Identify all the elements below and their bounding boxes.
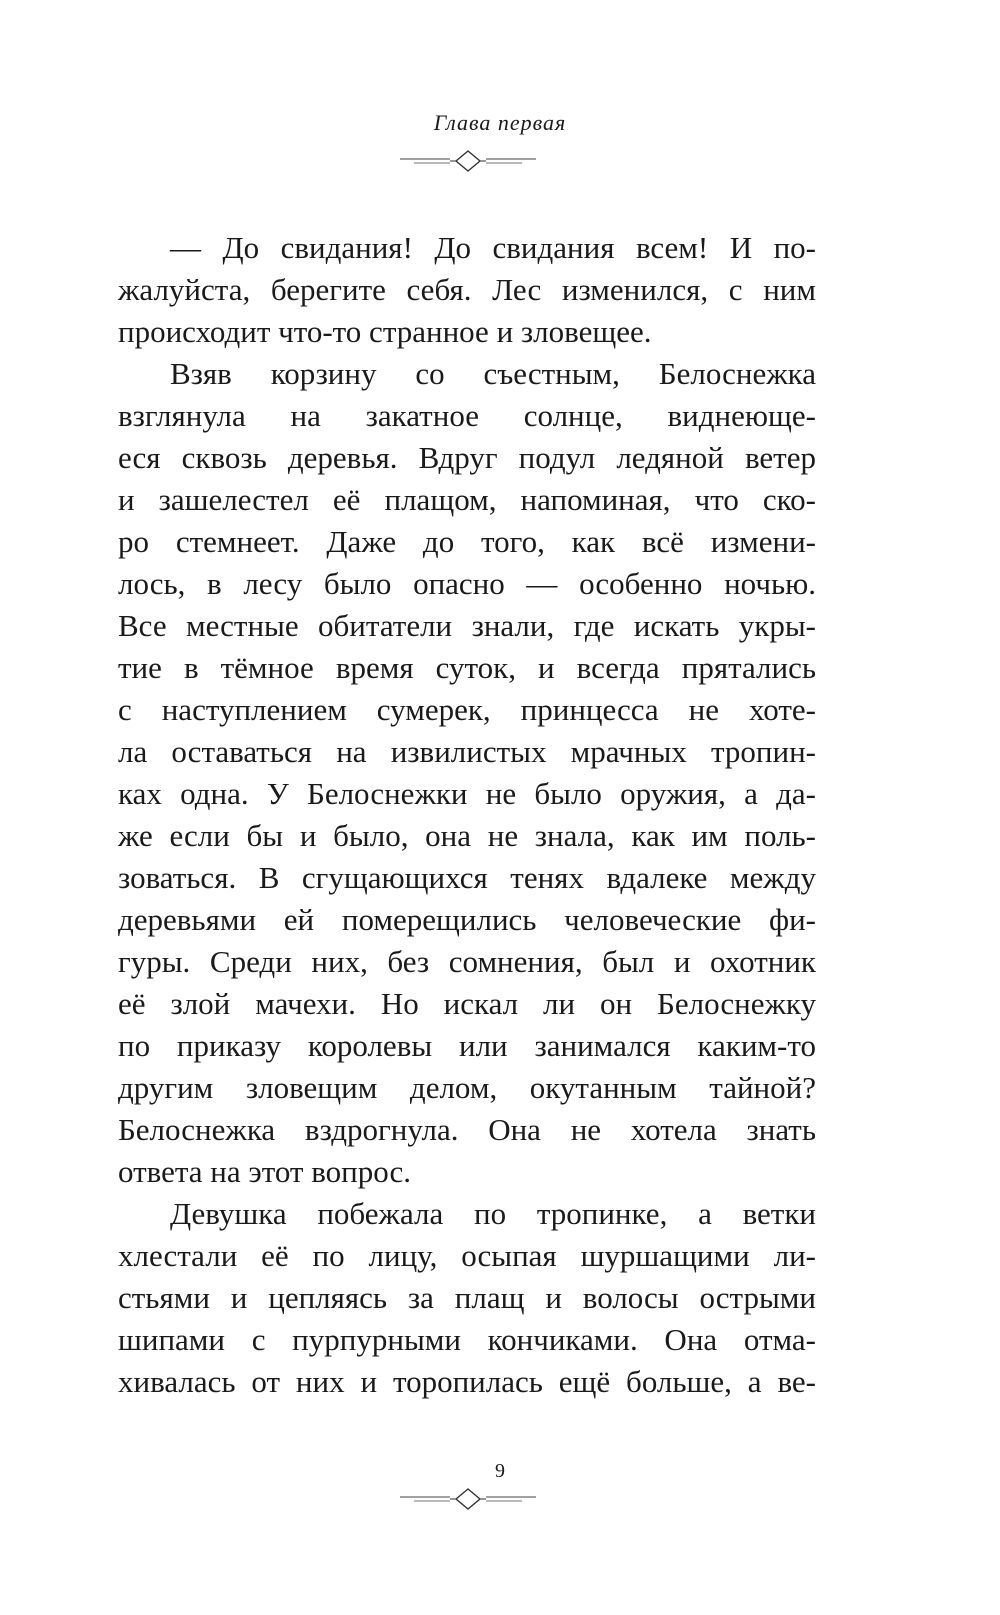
text-line: хлестали её по лицу, осыпая шуршащими ли- bbox=[118, 1238, 816, 1273]
ornament-divider-bottom bbox=[400, 1487, 536, 1511]
text-line: происходит что-то странное и зловещее. bbox=[118, 314, 652, 349]
text-line: ла оставаться на извилистых мрачных тропин- bbox=[118, 734, 816, 769]
text-line: зоваться. В сгущающихся тенях вдалеке между bbox=[118, 860, 816, 895]
text-line: ответа на этот вопрос. bbox=[118, 1154, 412, 1189]
text-line: деревьями ей померещились человеческие фи- bbox=[118, 902, 816, 937]
text-line: Девушка побежала по тропинке, а ветки bbox=[170, 1196, 816, 1231]
text-line: другим зловещим делом, окутанным тайной? bbox=[118, 1070, 816, 1105]
running-head: Глава первая bbox=[433, 110, 567, 135]
text-line: по приказу королевы или занимался каким-то bbox=[118, 1028, 816, 1063]
page-number: 9 bbox=[495, 1460, 505, 1482]
text-line: гуры. Среди них, без сомнения, был и охотник bbox=[118, 944, 816, 979]
text-line: же если бы и было, она не знала, как им поль- bbox=[118, 818, 816, 853]
paragraph bbox=[118, 1193, 816, 1403]
text-line: ках одна. У Белоснежки не было оружия, а да- bbox=[118, 776, 816, 811]
text-line: Все местные обитатели знали, где искать укры- bbox=[118, 608, 816, 643]
text-line: взглянула на закатное солнце, виднеюще- bbox=[118, 398, 816, 433]
paragraph bbox=[118, 353, 816, 1193]
text-line: хивалась от них и торопилась ещё больше, а ве- bbox=[118, 1364, 816, 1399]
text-line: её злой мачехи. Но искал ли он Белоснежку bbox=[118, 986, 816, 1021]
text-line: жалуйста, берегите себя. Лес изменился, с ним bbox=[118, 272, 816, 307]
text-line: с наступлением сумерек, принцесса не хоте- bbox=[118, 692, 816, 727]
text-line: тие в тёмное время суток, и всегда прятались bbox=[118, 650, 816, 685]
text-line: ро стемнеет. Даже до того, как всё измени- bbox=[118, 524, 816, 559]
text-line: — До свидания! До свидания всем! И по- bbox=[170, 230, 816, 265]
text-line: стьями и цепляясь за плащ и волосы острыми bbox=[118, 1280, 816, 1315]
text-line: шипами с пурпурными кончиками. Она отма- bbox=[118, 1322, 816, 1357]
paragraph bbox=[118, 227, 816, 353]
body-text bbox=[118, 227, 816, 1403]
text-line: Белоснежка вздрогнула. Она не хотела знать bbox=[118, 1112, 816, 1147]
text-line: еся сквозь деревья. Вдруг подул ледяной ветер bbox=[118, 440, 816, 475]
text-line: Взяв корзину со съестным, Белоснежка bbox=[170, 356, 816, 391]
text-line: лось, в лесу было опасно — особенно ночью. bbox=[118, 566, 816, 601]
ornament-divider-top bbox=[400, 149, 536, 173]
text-line: и зашелестел её плащом, напоминая, что ско- bbox=[118, 482, 816, 517]
